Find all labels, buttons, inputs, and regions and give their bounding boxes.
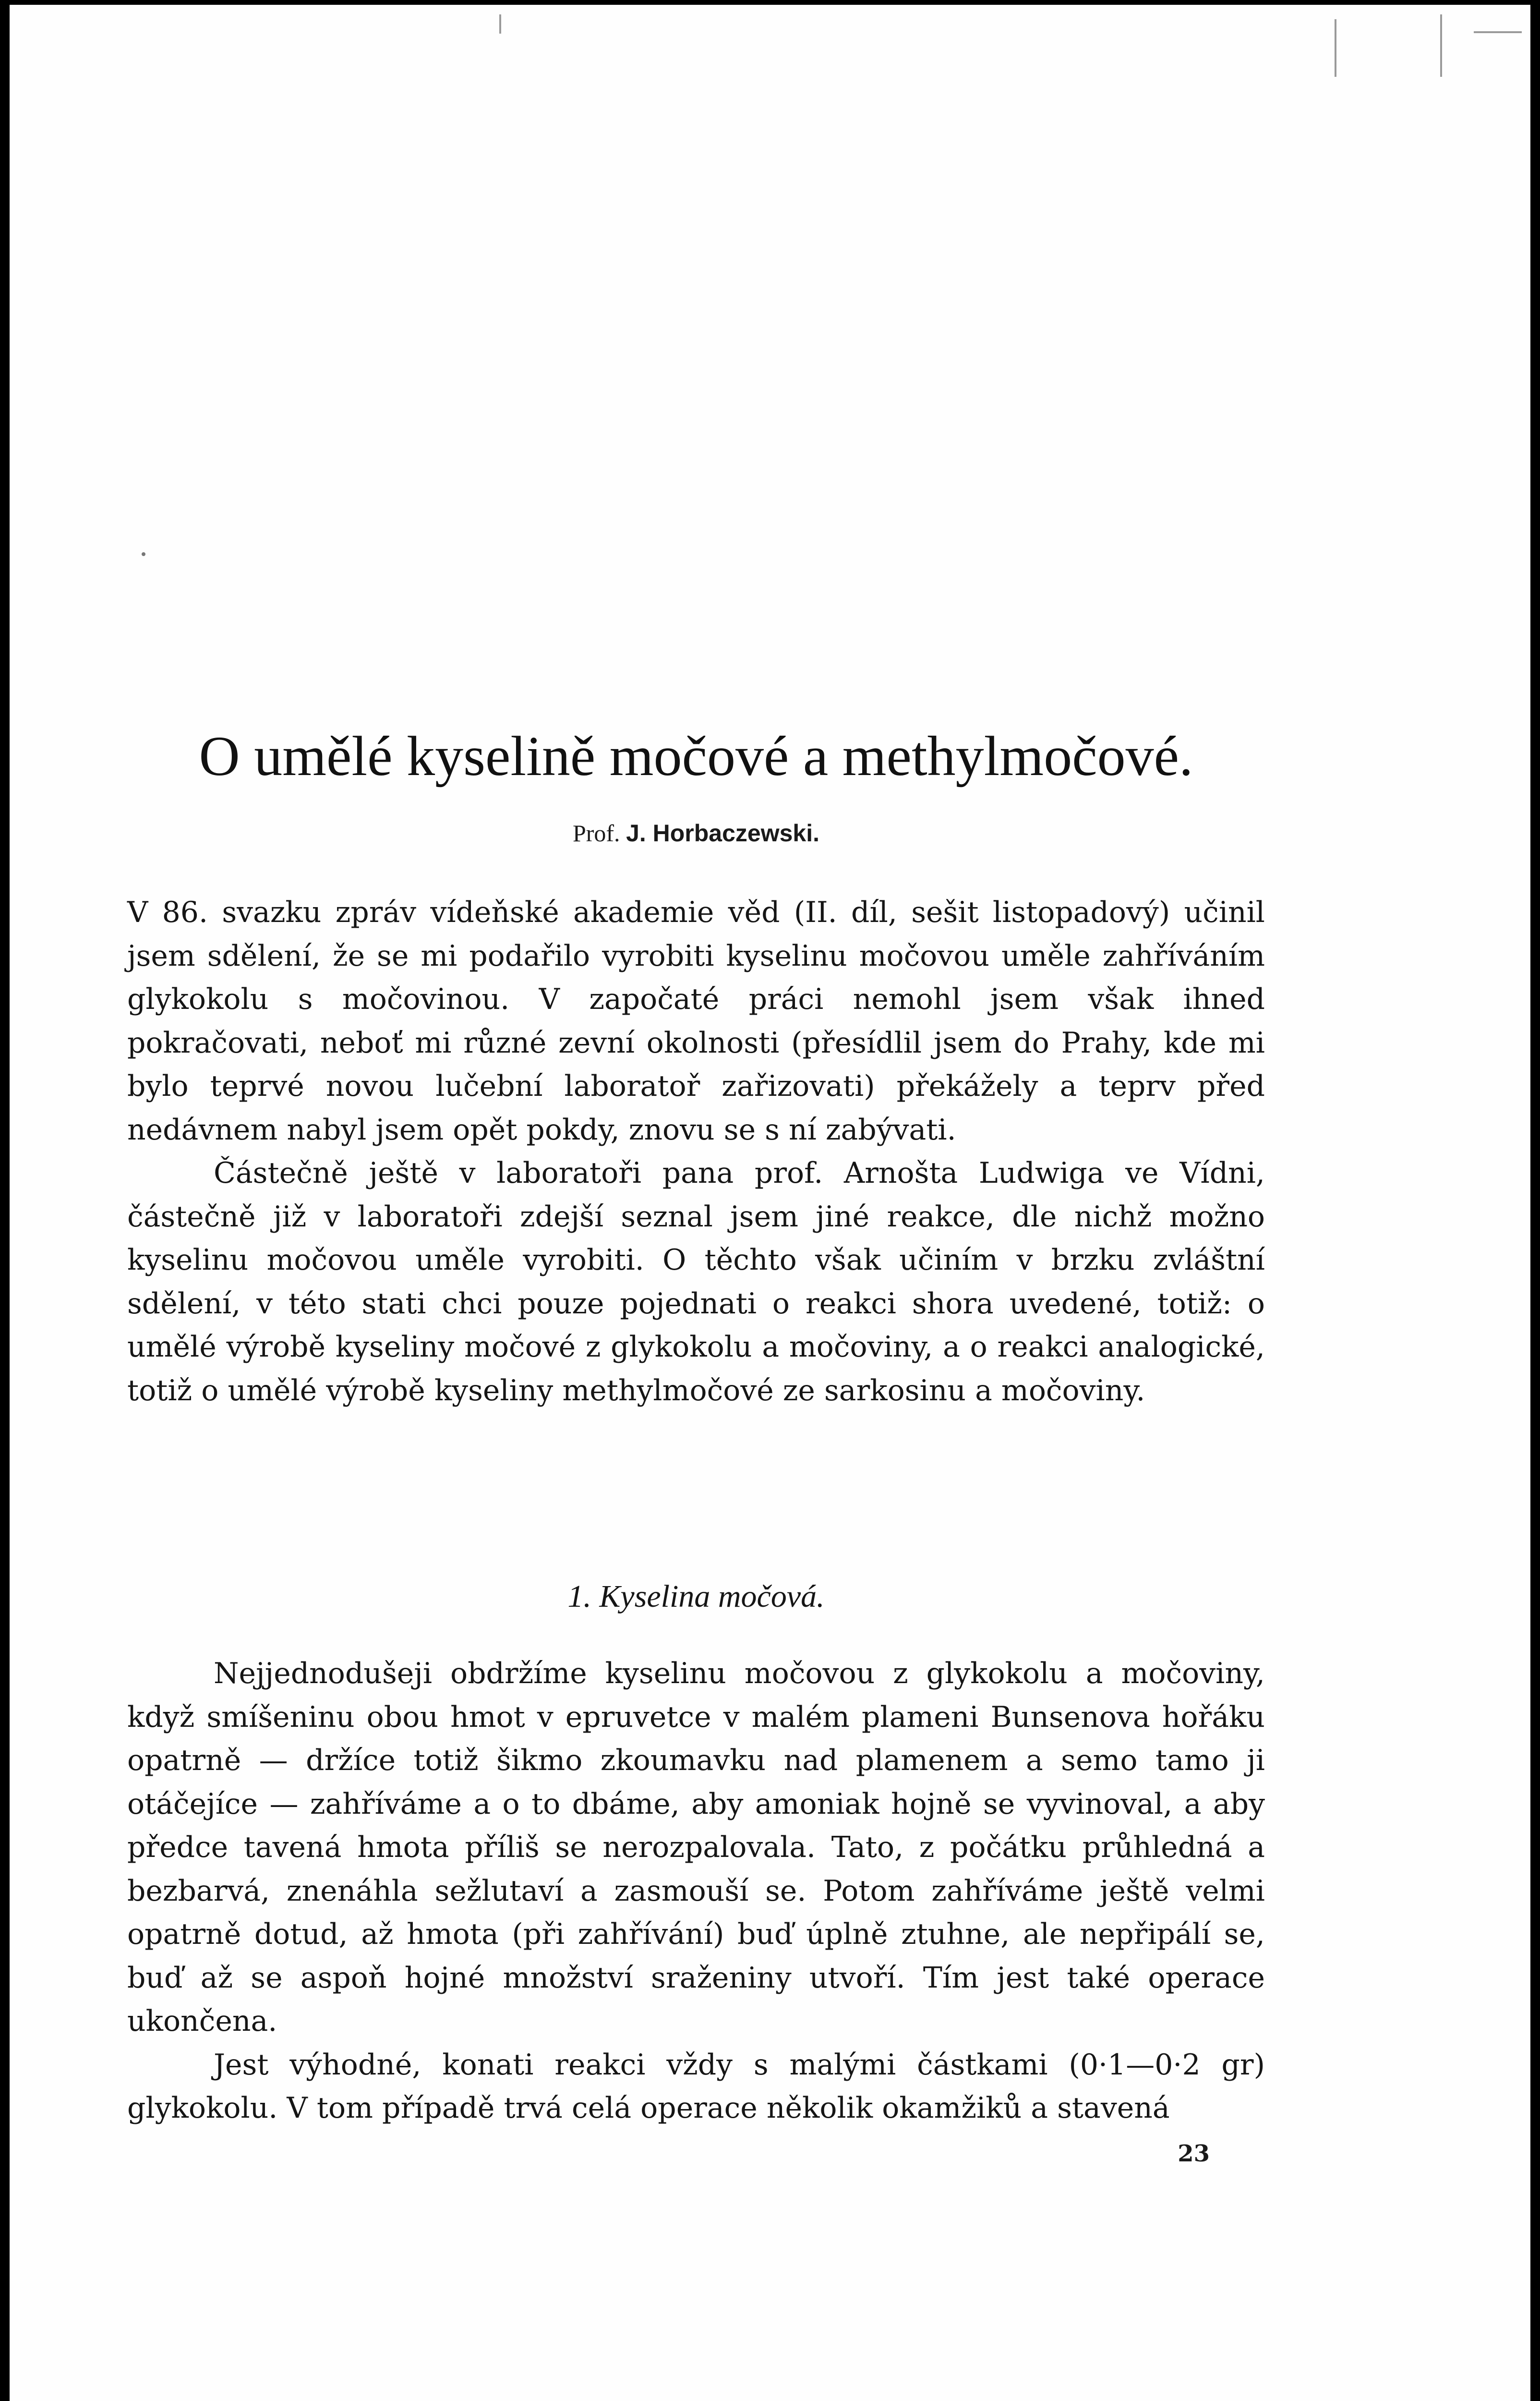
paragraph: Nejjednodušeji obdržíme kyselinu močovou z glykokolu a močoviny, když smíšeninu obou hmot v epruvetce v malém plameni Bunsenova hořáku opatrně — držíce totiž šikmo zkoumavku nad plamenem a semo tamo ji otáčejíce — zahříváme a o to dbáme, aby amoniak hojně se vyvinoval, a aby předce tavená hmota příliš se nerozpalovala. Tato, z počátku průhledná a bezbarvá, znenáhla sežlutaví a zasmouší se. Potom zahříváme ještě velmi opatrně dotud, až hmota (při zahřívání) buď úplně ztuhne, ale nepřipálí se, buď až se aspoň hojné množství sraženiny utvoří. Tím jest také operace ukončena. [127, 1657, 1265, 2038]
section-heading: 1. Kyselina močová. [567, 1579, 825, 1614]
article-title: O umělé kyselině močové a methylmočové. [199, 725, 1193, 788]
scan-edge-mark [1440, 14, 1442, 77]
author-line [127, 816, 1265, 850]
page-number: 23 [1178, 2140, 1210, 2167]
scan-speck [142, 552, 145, 556]
paragraph: Částečně ještě v laboratoři pana prof. Arnošta Ludwiga ve Vídni, částečně již v laboratoři zdejší seznal jsem jiné reakce, dle nichž možno kyselinu močovou uměle vyrobiti. O těchto však učiním v brzku zvláštní sdělení, v této stati chci pouze pojednati o reakci shora uvedené, totiž: o umělé výrobě kyseliny močové z glykokolu a močoviny, a o reakci analogické, totiž o umělé výrobě kyseliny methylmočové ze sarkosinu a močoviny. [127, 1156, 1265, 1407]
paragraph: V 86. svazku zpráv vídeňské akademie věd (II. díl, sešit listopadový) učinil jsem sdělení, že se mi podařilo vyrobiti kyselinu močovou uměle zahříváním glykokolu s močovinou. V započaté práci nemohl jsem však ihned pokračovati, neboť mi různé zevní okolnosti (přesídlil jsem do Prahy, kde mi bylo teprvé novou lučební laboratoř zařizovati) překážely a teprv před nedávnem nabyl jsem opět pokdy, znovu se s ní zabývati. [127, 896, 1265, 1147]
scanned-page [10, 5, 1530, 2401]
scan-edge-mark [499, 14, 501, 34]
scan-edge-mark [1335, 19, 1336, 77]
author-name: J. Horbaczewski. [626, 820, 820, 847]
intro-text [127, 891, 1265, 1412]
section-text [127, 1652, 1265, 2130]
author-prefix: Prof. [572, 820, 620, 847]
paragraph: Jest výhodné, konati reakci vždy s malými částkami (0·1—0·2 gr) glykokolu. V tom případě trvá celá operace několik okamžiků a stavená [127, 2048, 1265, 2125]
scan-edge-mark [1474, 31, 1522, 33]
